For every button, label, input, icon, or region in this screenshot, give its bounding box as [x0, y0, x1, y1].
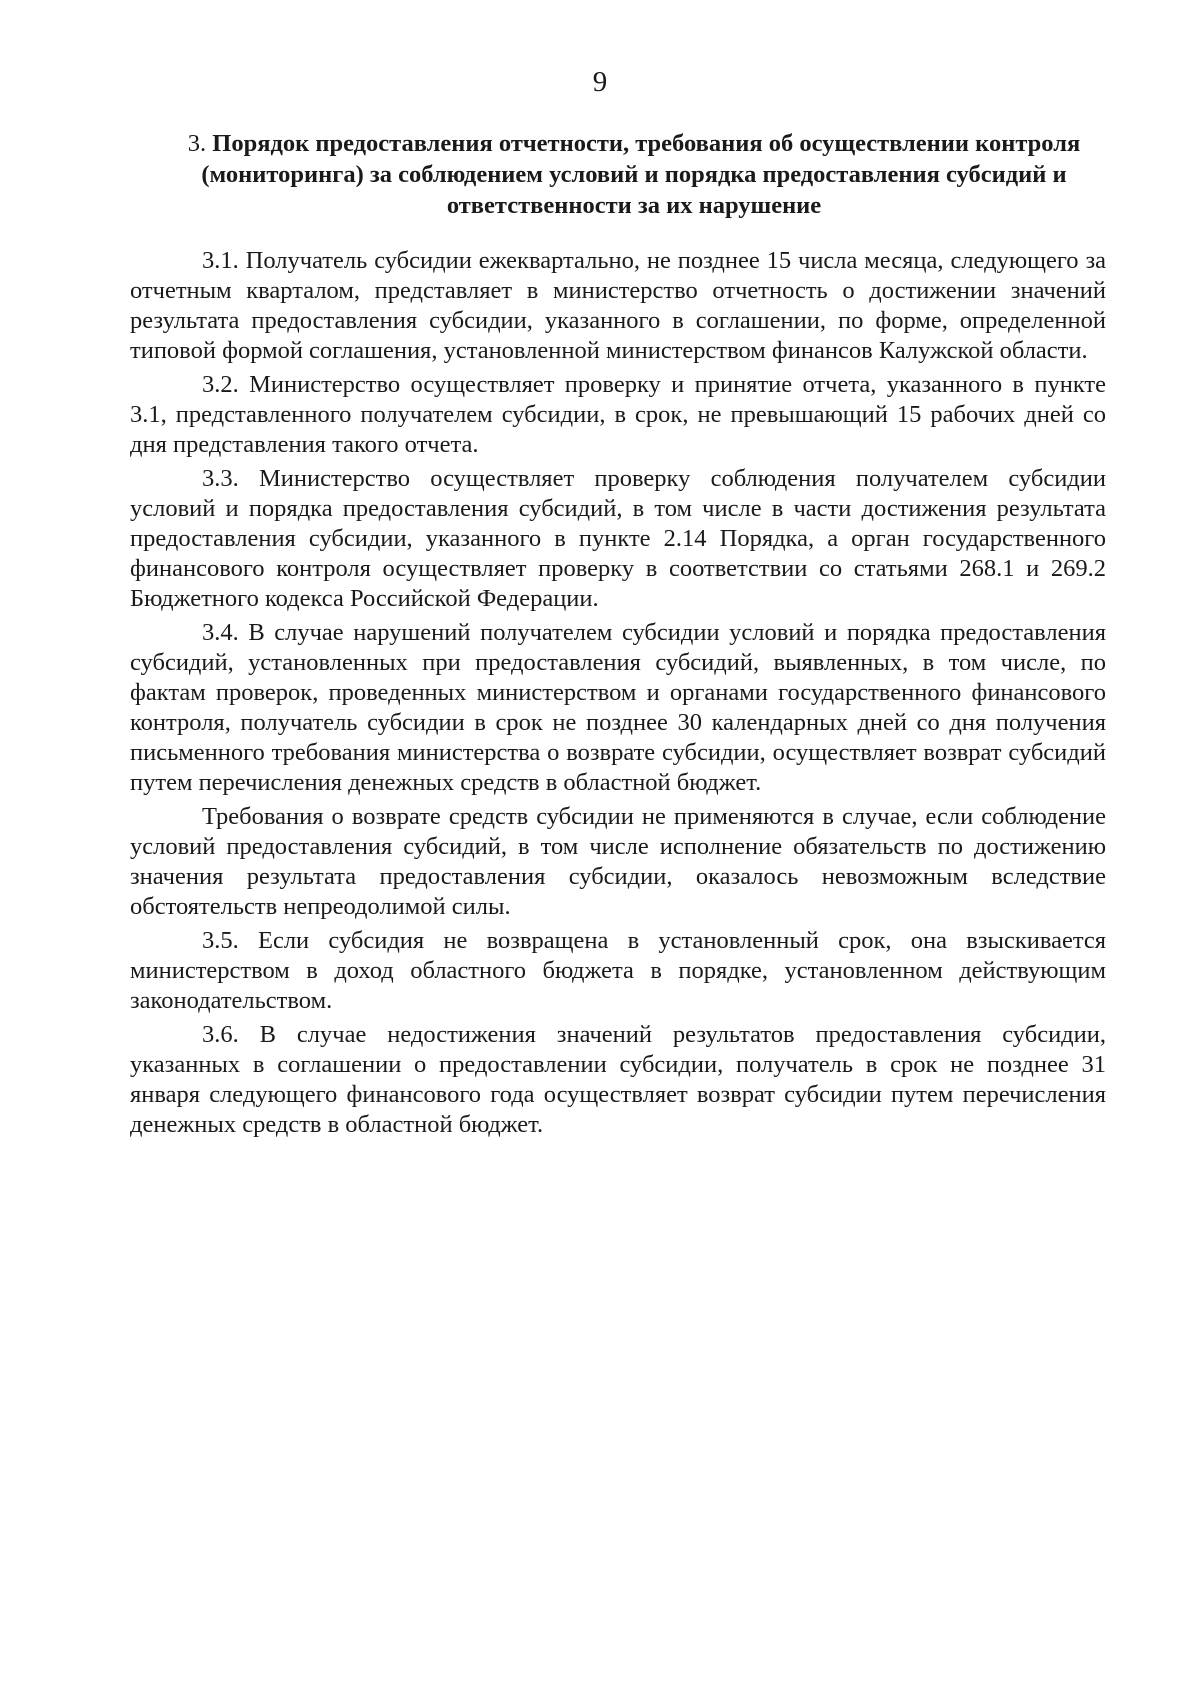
paragraph-3-4-exception: Требования о возврате средств субсидии не применяются в случае, если соблюдение условий предоставления субсидий, в том числе исполнение обязательств по достижению значения результата предоставления субсидии, оказалось невозможным вследствие обстоятельств непреодолимой силы.	[130, 803, 1106, 920]
paragraph-3-6: 3.6. В случае недостижения значений результатов предоставления субсидии, указанных в соглашении о предоставлении субсидии, получатель в срок не позднее 31 января следующего финансового года осуществляет возврат субсидии путем перечисления денежных средств в областной бюджет.	[130, 1021, 1106, 1138]
paragraph-3-3: 3.3. Министерство осуществляет проверку соблюдения получателем субсидии условий и порядка предоставления субсидий, в том числе в части достижения результата предоставления субсидии, указанного в пункте 2.14 Порядка, а орган государственного финансового контроля осуществляет проверку в соответствии со статьями 268.1 и 269.2 Бюджетного кодекса Российской Федерации.	[130, 465, 1106, 612]
page-number: 9	[592, 66, 608, 98]
paragraph-3-2: 3.2. Министерство осуществляет проверку и принятие отчета, указанного в пункте 3.1, представленного получателем субсидии, в срок, не превышающий 15 рабочих дней со дня представления такого отчета.	[130, 371, 1106, 458]
section-heading	[160, 128, 1108, 221]
paragraph-3-4: 3.4. В случае нарушений получателем субсидии условий и порядка предоставления субсидий, установленных при предоставления субсидий, выявленных, в том числе, по фактам проверок, проведенных министерством и органами государственного финансового контроля, получатель субсидии в срок не позднее 30 календарных дней со дня получения письменного требования министерства о возврате субсидии, осуществляет возврат субсидий путем перечисления денежных средств в областной бюджет.	[130, 619, 1106, 796]
section-body	[130, 246, 1106, 1144]
section-number: 3.	[187, 130, 207, 157]
paragraph-3-5: 3.5. Если субсидия не возвращена в установленный срок, она взыскивается министерством в доход областного бюджета в порядке, установленном действующим законодательством.	[130, 927, 1106, 1014]
section-title: Порядок предоставления отчетности, требования об осуществлении контроля (мониторинга) за соблюдением условий и порядка предоставления субсидий и ответственности за их нарушение	[201, 130, 1081, 219]
paragraph-3-1: 3.1. Получатель субсидии ежеквартально, не позднее 15 числа месяца, следующего за отчетным кварталом, представляет в министерство отчетность о достижении значений результата предоставления субсидии, указанного в соглашении, по форме, определенной типовой формой соглашения, установленной министерством финансов Калужской области.	[130, 247, 1106, 364]
